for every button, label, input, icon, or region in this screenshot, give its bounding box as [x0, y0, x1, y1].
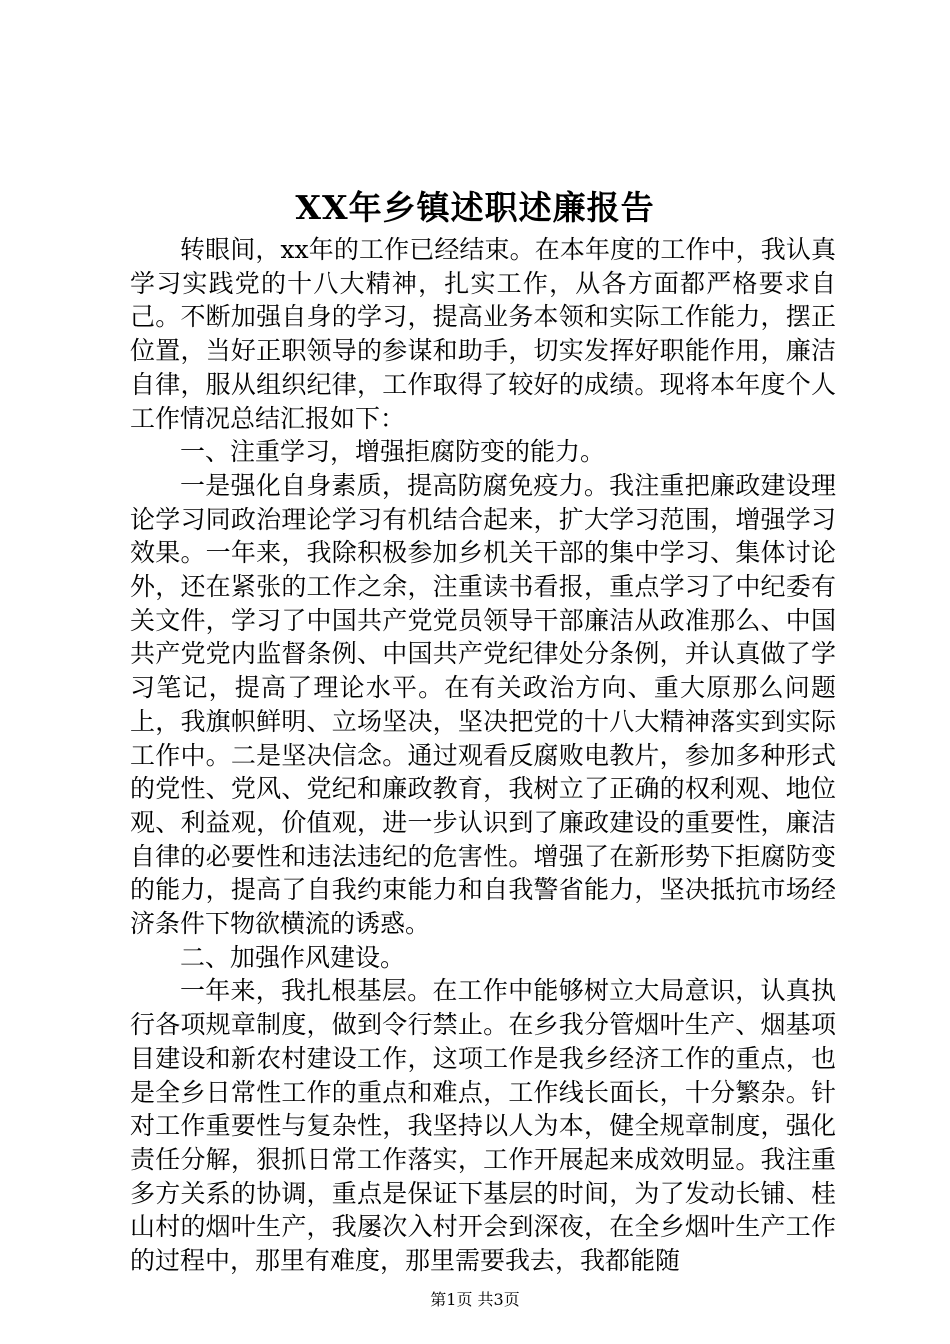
document-title: XX年乡镇述职述廉报告 [295, 188, 655, 227]
document-body [130, 233, 836, 1278]
study-paragraph: 一是强化自身素质，提高防腐免疫力。我注重把廉政建设理论学习同政治理论学习有机结合起来，扩大学习范围，增强学习效果。一年来，我除积极参加乡机关干部的集中学习、集体讨论外，还在紧张的工作之余，注重读书看报，重点学习了中纪委有关文件，学习了中国共产党党员领导干部廉洁从政准那么、中国共产党党内监督条例、中国共产党纪律处分条例，并认真做了学习笔记，提高了理论水平。在有关政治方向、重大原那么问题上，我旗帜鲜明、立场坚决，坚决把党的十八大精神落实到实际工作中。二是坚决信念。通过观看反腐败电教片，参加多种形式的党性、党风、党纪和廉政教育，我树立了正确的权利观、地位观、利益观，价值观，进一步认识到了廉政建设的重要性，廉洁自律的必要性和违法违纪的危害性。增强了在新形势下拒腐防变的能力，提高了自我约束能力和自我警省能力，坚决抵抗市场经济条件下物欲横流的诱惑。 [130, 470, 836, 939]
page-number-footer: 第1页 共3页 [430, 1290, 520, 1309]
style-paragraph: 一年来，我扎根基层。在工作中能够树立大局意识，认真执行各项规章制度，做到令行禁止。在乡我分管烟叶生产、烟基项目建设和新农村建设工作，这项工作是我乡经济工作的重点，也是全乡日常性工作的重点和难点，工作线长面长，十分繁杂。针对工作重要性与复杂性，我坚持以人为本，健全规章制度，强化责任分解，狠抓日常工作落实，工作开展起来成效明显。我注重多方关系的协调，重点是保证下基层的时间，为了发动长铺、桂山村的烟叶生产，我屡次入村开会到深夜，在全乡烟叶生产工作的过程中，那里有难度，那里需要我去，我都能随 [130, 976, 836, 1276]
section-heading-style: 二、加强作风建设。 [180, 942, 406, 972]
section-heading-study: 一、注重学习，增强拒腐防变的能力。 [180, 437, 606, 467]
intro-paragraph: 转眼间，xx年的工作已经结束。在本年度的工作中，我认真学习实践党的十八大精神，扎实工作，从各方面都严格要求自己。不断加强自身的学习，提高业务本领和实际工作能力，摆正位置，当好正职领导的参谋和助手，切实发挥好职能作用，廉洁自律，服从组织纪律，工作取得了较好的成绩。现将本年度个人工作情况总结汇报如下： [130, 235, 836, 433]
